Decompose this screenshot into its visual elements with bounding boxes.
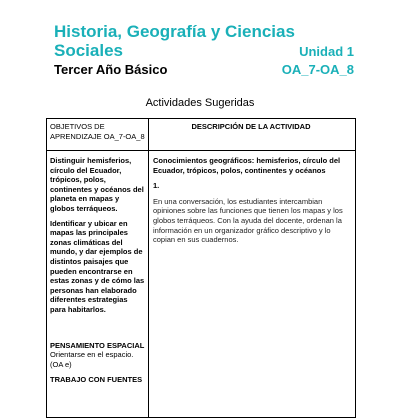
objective-item: Identificar y ubicar en mapas las principales zonas climáticas del mundo, y dar ejemplos de distintos paisajes que pueden encontrarse en estas zonas y de cómo las personas han elaborado diferentes estrategias para habitarlos. bbox=[50, 218, 145, 314]
skill-title: PENSAMIENTO ESPACIAL bbox=[50, 340, 145, 350]
oa-label: OA_7-OA_8 bbox=[281, 62, 354, 77]
grade-label: Tercer Año Básico bbox=[54, 62, 168, 77]
skill-text: Orientarse en el espacio. (OA e) bbox=[50, 350, 134, 369]
table-header-objectives: OBJETIVOS DE APRENDIZAJE OA_7-OA_8 bbox=[50, 122, 145, 141]
title-row bbox=[54, 41, 354, 60]
activity-number: 1. bbox=[153, 181, 160, 191]
activities-table bbox=[46, 118, 356, 418]
section-title: Actividades Sugeridas bbox=[145, 97, 255, 109]
description-column bbox=[153, 156, 352, 245]
skill-title: TRABAJO CON FUENTES bbox=[50, 375, 143, 385]
subject-title-line1: Historia, Geografía y Ciencias bbox=[54, 22, 295, 41]
document-header bbox=[54, 22, 354, 78]
objective-item: Distinguir hemisferios, círculo del Ecuador, trópicos, polos, continentes y océanos del planeta en mapas y globos terráqueos. bbox=[50, 156, 144, 213]
column-divider bbox=[148, 119, 149, 417]
activity-title: Conocimientos geográficos: hemisferios, círculo del Ecuador, trópicos, polos, continentes y océanos bbox=[153, 156, 341, 175]
header-divider bbox=[47, 150, 355, 151]
activity-text: En una conversación, los estudiantes intercambian opiniones sobre las funciones que tienen los mapas y los globos terráqueos. Con la ayuda del docente, ordenan la información en un organizador gráfico descriptivo y lo copian en sus cuadernos. bbox=[153, 196, 343, 245]
subject-title-line2: Sociales bbox=[54, 41, 123, 60]
unit-label: Unidad 1 bbox=[299, 44, 354, 59]
objectives-column bbox=[50, 156, 145, 385]
table-header-description: DESCRIPCIÓN DE LA ACTIVIDAD bbox=[191, 122, 311, 131]
subtitle-row bbox=[54, 62, 354, 78]
